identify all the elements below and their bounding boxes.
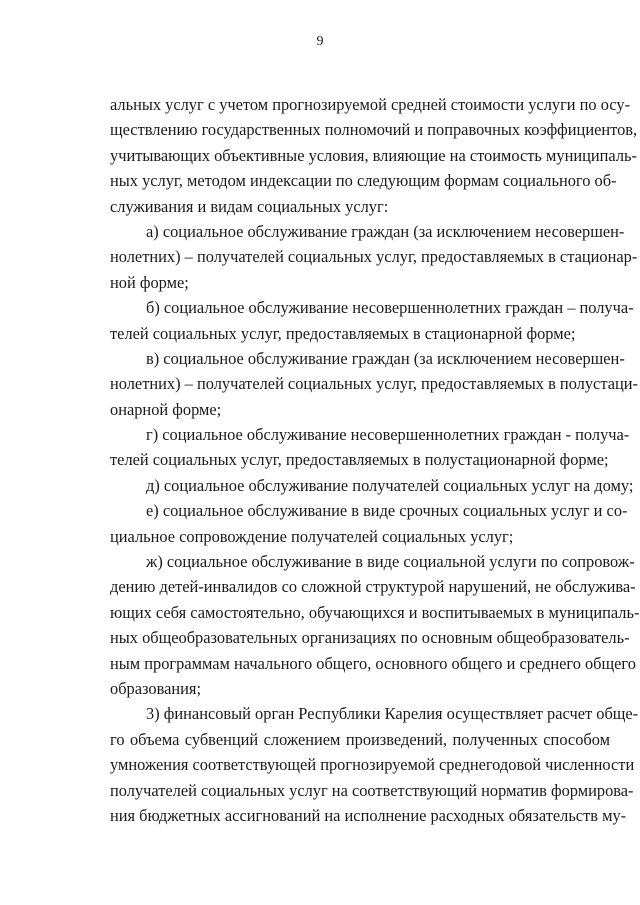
text-line: ния бюджетных ассигнований на исполнение расходных обязательств му- bbox=[110, 805, 627, 825]
text-line: ных услуг, методом индексации по следующим формам социального об- bbox=[110, 171, 617, 191]
text-line: го объема субвенций сложением произведений, полученных способом bbox=[110, 729, 610, 749]
text-line: ж) социальное обслуживание в виде социальной услуги по сопровож- bbox=[146, 552, 635, 572]
text-line: е) социальное обслуживание в виде срочных социальных услуг и со- bbox=[146, 501, 628, 521]
text-line: получателей социальных услуг на соответствующий норматив формирова- bbox=[110, 780, 634, 800]
text-line: д) социальное обслуживание получателей социальных услуг на дому; bbox=[146, 475, 634, 495]
text-line: альных услуг с учетом прогнозируемой средней стоимости услуги по осу- bbox=[110, 95, 631, 114]
text-line: б) социальное обслуживание несовершеннолетних граждан – получа- bbox=[146, 298, 634, 318]
text-line: в) социальное обслуживание граждан (за исключением несовершен- bbox=[146, 348, 625, 368]
text-line: нолетних) – получателей социальных услуг, предоставляемых в стационар- bbox=[110, 247, 638, 267]
text-line: умножения соответствующей прогнозируемой среднегодовой численности bbox=[110, 755, 635, 775]
text-line: нолетних) – получателей социальных услуг, предоставляемых в полустаци- bbox=[110, 374, 638, 394]
text-line: дению детей-инвалидов со сложной структурой нарушений, не обслужива- bbox=[110, 577, 636, 597]
text-line: учитывающих объективные условия, влияющие на стоимость муниципаль- bbox=[110, 145, 637, 165]
text-line: ных общеобразовательных организациях по основным общеобразователь- bbox=[110, 628, 630, 648]
text-line: телей социальных услуг, предоставляемых в стационарной форме; bbox=[110, 323, 576, 343]
page-number: 9 bbox=[316, 34, 324, 49]
text-line: ющих себя самостоятельно, обучающихся и воспитываемых в муниципаль- bbox=[110, 602, 640, 622]
text-line: ным программам начального общего, основного общего и среднего общего bbox=[110, 653, 636, 673]
document-body bbox=[110, 92, 640, 828]
text-line: онарной форме; bbox=[110, 399, 222, 419]
text-line: ществлению государственных полномочий и поправочных коэффициентов, bbox=[110, 120, 638, 140]
text-line: ной форме; bbox=[110, 272, 189, 292]
text-line: служивания и видам социальных услуг: bbox=[110, 196, 389, 216]
text-line: 3) финансовый орган Республики Карелия осуществляет расчет обще- bbox=[146, 704, 639, 724]
text-line: циальное сопровождение получателей социальных услуг; bbox=[110, 526, 514, 546]
text-line: г) социальное обслуживание несовершеннолетних граждан - получа- bbox=[146, 425, 630, 445]
text-line: телей социальных услуг, предоставляемых в полустационарной форме; bbox=[110, 450, 609, 470]
text-line: а) социальное обслуживание граждан (за исключением несовершен- bbox=[146, 221, 625, 241]
text-line: образования; bbox=[110, 678, 202, 698]
